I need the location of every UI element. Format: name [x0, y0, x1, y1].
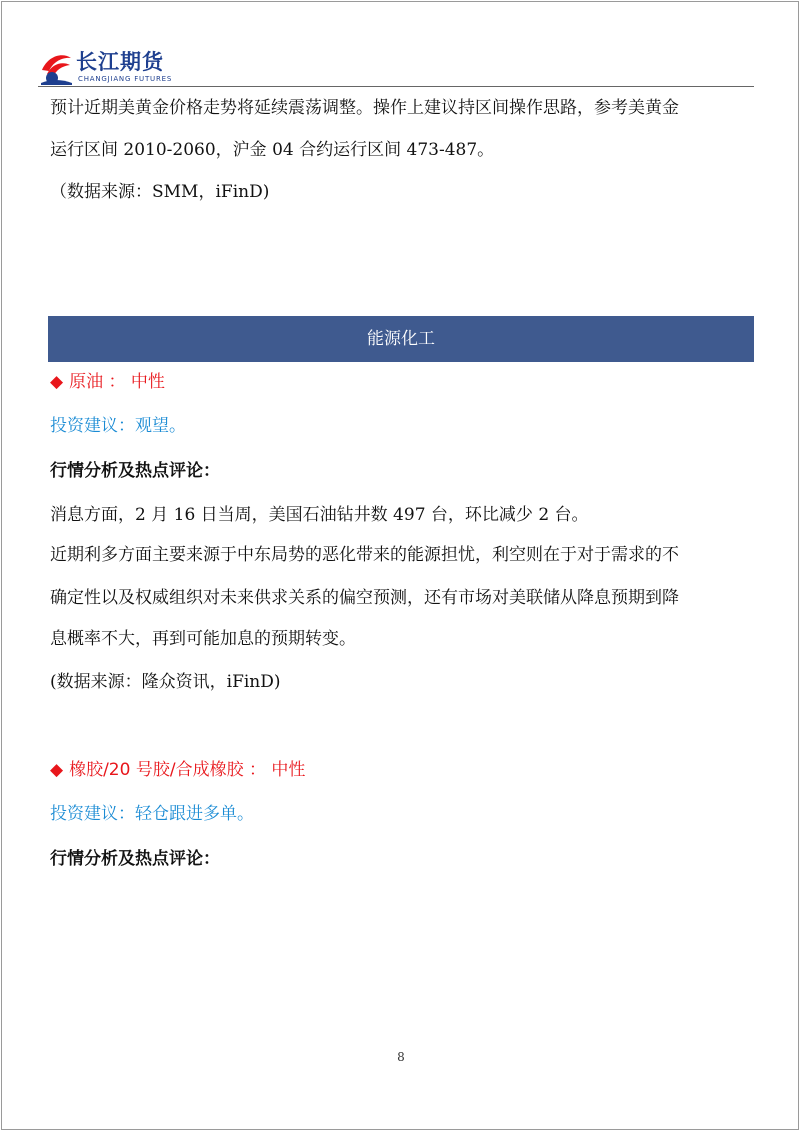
logo-chinese-name: 长江期货	[76, 50, 164, 74]
rubber-advice: 投资建议：轻仓跟进多单。	[50, 804, 254, 824]
crude-oil-heading	[50, 371, 165, 393]
rubber-heading-text: 橡胶/20 号胶/合成橡胶 ： 中性	[69, 760, 306, 780]
diamond-bullet-icon: ◆	[50, 760, 64, 780]
page-header	[38, 48, 754, 90]
company-logo	[38, 48, 188, 88]
crude-oil-paragraph-line: 消息方面，2 月 16 日当周，美国石油钻井数 497 台，环比减少 2 台。	[50, 505, 589, 525]
gold-paragraph-line: 运行区间 2010-2060，沪金 04 合约运行区间 473-487。	[50, 140, 495, 160]
section-header-energy-chemical: 能源化工	[48, 316, 754, 362]
header-divider	[38, 86, 754, 87]
crude-oil-heading-text: 原油 ： 中性	[69, 372, 165, 392]
crude-oil-paragraph-line: 近期利多方面主要来源于中东局势的恶化带来的能源担忧，利空则在于对于需求的不	[50, 545, 679, 565]
gold-paragraph-line: 预计近期美黄金价格走势将延续震荡调整。操作上建议持区间操作思路，参考美黄金	[50, 98, 679, 118]
company-logo-icon	[38, 50, 74, 86]
crude-oil-paragraph-line: 确定性以及权威组织对未来供求关系的偏空预测，还有市场对美联储从降息预期到降	[50, 588, 679, 608]
rubber-analysis-title: 行情分析及热点评论：	[50, 849, 220, 869]
logo-english-name: CHANGJIANG FUTURES	[78, 75, 173, 83]
crude-oil-paragraph-line: 息概率不大，再到可能加息的预期转变。	[50, 629, 356, 649]
gold-data-source: （数据来源：SMM，iFinD)	[50, 182, 270, 202]
crude-oil-analysis-title: 行情分析及热点评论：	[50, 461, 220, 481]
diamond-bullet-icon: ◆	[50, 372, 64, 392]
crude-oil-advice: 投资建议：观望。	[50, 416, 186, 436]
rubber-heading	[50, 759, 305, 781]
crude-oil-data-source: (数据来源：隆众资讯，iFinD)	[50, 672, 281, 692]
page-number: 8	[397, 1050, 405, 1064]
